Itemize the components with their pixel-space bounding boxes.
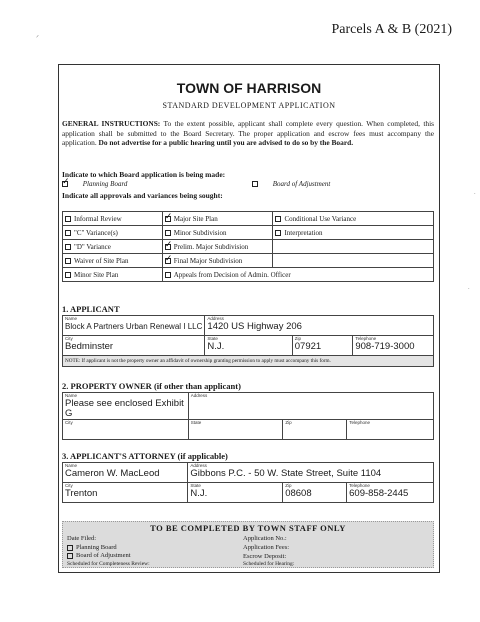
field-label: Telephone [355,336,377,341]
approval-d-variance[interactable] [63,240,163,254]
approval-empty-cell [273,240,434,254]
approvals-row [63,226,434,240]
approvals-prompt: Indicate all approvals and variances being sought: [62,191,223,200]
instructions-bold: Do not advertise for a public hearing until you are advised to do so by the Board. [98,138,354,148]
escrow-deposit-label: Escrow Deposit: [243,553,287,560]
approval-label: Interpretation [284,228,323,237]
applicant-ownership-note: NOTE: If applicant is not the property owner an affidavit of ownership granting permission to apply must accompany this form. [63,356,434,367]
attorney-address-value: Gibbons P.C. - 50 W. State Street, Suite 1104 [190,468,382,479]
applicant-address-field[interactable] [205,316,434,336]
field-label: State [207,336,218,341]
attorney-name-field[interactable] [63,463,188,483]
attorney-zip-field[interactable] [283,483,347,503]
approval-prelim-major-subdivision[interactable] [162,240,273,254]
checkbox-icon[interactable] [67,545,73,551]
approval-label: Prelim. Major Subdivision [173,242,249,251]
field-label: Address [207,316,224,321]
attorney-telephone-field[interactable] [347,483,434,503]
applicant-table [62,315,434,367]
checkbox-board-of-adjustment[interactable] [252,181,258,187]
property-owner-heading: 2. PROPERTY OWNER (if other than applicant) [62,381,241,391]
approval-appeals-admin-officer[interactable] [162,268,433,282]
field-label: State [190,483,201,488]
checkbox-icon[interactable] [275,230,281,236]
field-label: Zip [285,483,292,488]
staff-planning-board-label: Planning Board [76,544,117,551]
checkbox-icon[interactable] [65,272,71,278]
approvals-row [63,268,434,282]
owner-table [62,392,434,440]
checkbox-icon[interactable] [165,272,171,278]
attorney-name-value: Cameron W. MacLeod [65,468,160,479]
approval-label: Informal Review [74,214,122,223]
margin-mark: ᐟ [36,34,39,42]
checkbox-icon[interactable] [65,244,71,250]
parcels-header-note: Parcels A & B (2021) [331,22,452,37]
checkbox-icon[interactable] [165,216,171,222]
applicant-telephone-value: 908-719-3000 [355,341,415,352]
owner-zip-field[interactable] [283,420,347,440]
field-label: City [65,420,73,425]
owner-name-value: Please see enclosed Exhibit G [65,398,184,419]
approval-waiver-of-site-plan[interactable] [63,254,163,268]
approval-label: "C" Variance(s) [74,228,118,237]
checkbox-icon[interactable] [67,553,73,559]
hearing-label: Scheduled for Hearing: [243,561,295,567]
approvals-table [62,211,434,282]
approval-informal-review[interactable] [63,212,163,226]
owner-city-field[interactable] [63,420,189,440]
attorney-city-field[interactable] [63,483,188,503]
form-subtitle: STANDARD DEVELOPMENT APPLICATION [162,101,336,110]
approval-empty-cell [273,254,434,268]
field-label: Name [65,393,78,398]
board-option-planning[interactable] [62,180,127,188]
applicant-state-value: N.J. [207,341,225,352]
staff-board-of-adjustment-option[interactable] [67,552,131,559]
instructions-label: GENERAL INSTRUCTIONS: [62,119,161,128]
approval-minor-subdivision[interactable] [162,226,273,240]
staff-only-heading: TO BE COMPLETED BY TOWN STAFF ONLY [150,523,346,533]
application-fees-label: Application Fees: [243,544,290,551]
completeness-review-label: Scheduled for Completeness Review: [67,561,150,567]
approval-label: Conditional Use Variance [284,214,357,223]
checkbox-icon[interactable] [165,258,171,264]
approval-label: Minor Subdivision [173,228,227,237]
owner-state-field[interactable] [188,420,283,440]
approval-conditional-use-variance[interactable] [273,212,434,226]
applicant-name-value: Block A Partners Urban Renewal I LLC [65,322,203,331]
checkbox-icon[interactable] [65,216,71,222]
applicant-city-field[interactable] [63,336,205,356]
planning-board-label: Planning Board [82,180,128,188]
checkbox-icon[interactable] [65,258,71,264]
margin-mark-right-2: · [467,285,470,293]
attorney-telephone-value: 609-858-2445 [349,488,409,499]
field-label: Zip [285,420,292,425]
application-no-label: Application No.: [243,535,287,542]
approvals-row [63,240,434,254]
staff-only-section [62,521,434,568]
approval-label: Appeals from Decision of Admin. Officer [173,270,291,279]
field-label: City [65,336,73,341]
applicant-zip-field[interactable] [292,336,353,356]
owner-telephone-field[interactable] [347,420,434,440]
field-label: Address [190,463,207,468]
approvals-row [63,254,434,268]
attorney-table [62,462,434,503]
approval-c-variance[interactable] [63,226,163,240]
general-instructions [62,119,434,148]
checkbox-icon[interactable] [275,216,281,222]
checkbox-icon[interactable] [165,244,171,250]
approval-final-major-subdivision[interactable] [162,254,273,268]
board-option-adjustment[interactable] [252,180,330,188]
attorney-heading: 3. APPLICANT'S ATTORNEY (if applicable) [62,451,228,461]
applicant-name-field[interactable] [63,316,205,336]
attorney-state-field[interactable] [188,483,283,503]
field-label: State [190,420,202,425]
approval-label: Minor Site Plan [74,270,119,279]
staff-planning-board-option[interactable] [67,544,117,551]
approval-label: "D" Variance [74,242,111,251]
owner-address-field[interactable] [188,393,433,420]
owner-name-field[interactable] [63,393,189,420]
board-of-adjustment-label: Board of Adjustment [272,180,331,188]
attorney-address-field[interactable] [188,463,434,483]
margin-mark-right: · [473,190,476,198]
applicant-state-field[interactable] [205,336,292,356]
form-title: TOWN OF HARRISON [176,80,322,96]
applicant-zip-value: 07921 [294,341,322,352]
approval-major-site-plan[interactable] [162,212,273,226]
applicant-telephone-field[interactable] [353,336,434,356]
field-label: Telephone [349,483,370,488]
attorney-zip-value: 08608 [285,488,312,499]
applicant-city-value: Bedminster [65,341,114,352]
approval-label: Major Site Plan [173,214,218,223]
field-label: Telephone [349,420,370,425]
field-label: Name [65,463,78,468]
checkbox-icon[interactable] [65,230,71,236]
applicant-heading: 1. APPLICANT [62,304,120,314]
field-label: Zip [294,336,302,341]
board-prompt: Indicate to which Board application is being made: [62,170,226,179]
attorney-state-value: N.J. [190,488,208,499]
instructions-text: To the extent possible, applicant shall complete every question. When completed, this application shall be submitted to the Board Secretary. The proper application and escrow fees must accompany the application. [62,119,434,148]
approvals-row [63,212,434,226]
checkbox-icon[interactable] [165,230,171,236]
approval-interpretation[interactable] [273,226,434,240]
field-label: Name [65,316,78,321]
field-label: City [65,483,73,488]
checkbox-planning-board[interactable] [62,181,68,187]
applicant-address-value: 1420 US Highway 206 [207,321,302,332]
attorney-city-value: Trenton [65,488,98,499]
approval-label: Waiver of Site Plan [74,256,129,265]
approval-label: Final Major Subdivision [173,256,243,265]
staff-board-of-adjustment-label: Board of Adjustment [76,552,131,559]
approval-minor-site-plan[interactable] [63,268,163,282]
field-label: Address [190,393,208,398]
date-filed-label: Date Filed: [67,535,97,542]
